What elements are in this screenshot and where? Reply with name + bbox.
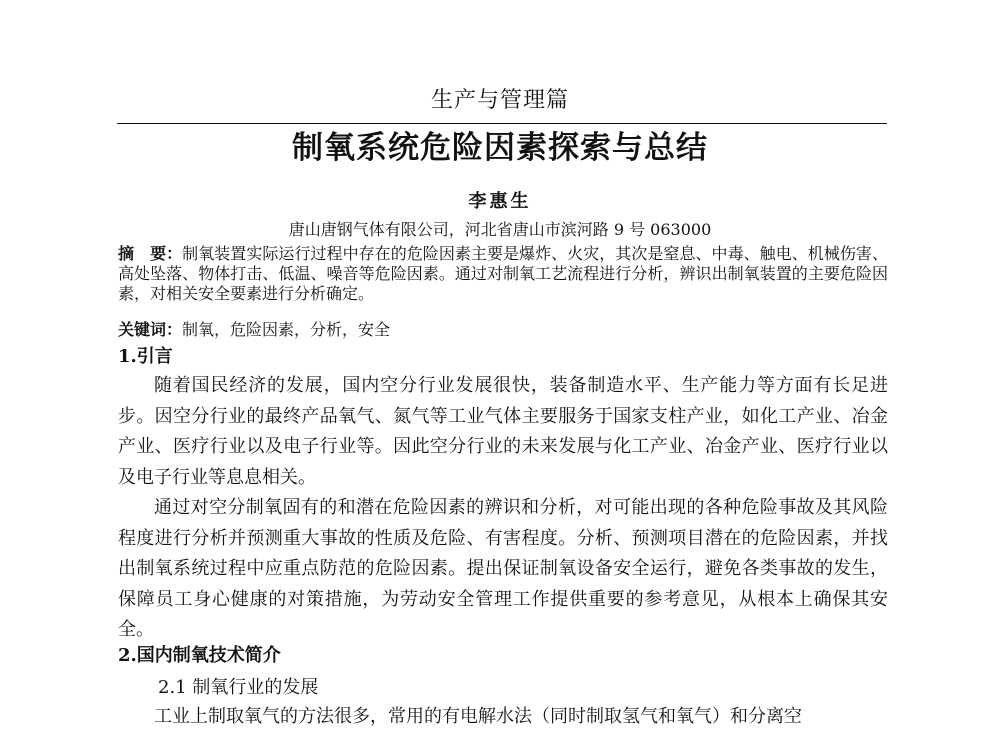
running-head: 生产与管理篇: [430, 88, 569, 113]
section-heading-introduction: 1.引言: [118, 346, 173, 367]
article-title: 制氧系统危险因素探索与总结: [292, 130, 708, 166]
header-rule: [117, 123, 887, 124]
section-heading-technology: 2.国内制氧技术简介: [118, 645, 281, 666]
author-name: 李惠生: [468, 191, 532, 212]
intro-paragraph-2: 通过对空分制氧固有的和潜在危险因素的辨识和分析，对可能出现的各种危险事故及其风险程度进行分析并预测重大事故的性质及危险、有害程度。分析、预测项目潜在的危险因素，并找出制氧系统过程中应重点防范的危险因素。提出保证制氧设备安全运行，避免各类事故的发生，保障员工身心健康的对策措施，为劳动安全管理工作提供重要的参考意见，从根本上确保其安全。: [118, 497, 888, 640]
abstract-label: 摘 要：: [118, 244, 183, 263]
subsection-heading: 2.1 制氧行业的发展: [158, 677, 319, 698]
keywords-label: 关键词：: [118, 320, 183, 339]
keywords-text: 制氧，危险因素，分析，安全: [182, 320, 391, 339]
keywords: [118, 320, 888, 340]
intro-paragraph-1: 随着国民经济的发展，国内空分行业发展很快，装备制造水平、生产能力等方面有长足进步。因空分行业的最终产品氧气、氮气等工业气体主要服务于国家支柱产业，如化工产业、冶金产业、医疗行业以及电子行业等。因此空分行业的未来发展与化工产业、冶金产业、医疗行业以及电子行业等息息相关。: [118, 375, 888, 488]
author-affiliation: 唐山唐钢气体有限公司，河北省唐山市滨河路 9 号 063000: [288, 220, 712, 239]
partial-paragraph: 工业上制取氧气的方法很多，常用的有电解水法（同时制取氢气和氧气）和分离空: [154, 706, 802, 727]
abstract: [118, 244, 888, 304]
abstract-text: 制氧装置实际运行过程中存在的危险因素主要是爆炸、火灾，其次是窒息、中毒、触电、机械伤害、高处坠落、物体打击、低温、噪音等危险因素。通过对制氧工艺流程进行分析，辨识出制氧装置的主要危险因素，对相关安全要素进行分析确定。: [118, 244, 888, 303]
